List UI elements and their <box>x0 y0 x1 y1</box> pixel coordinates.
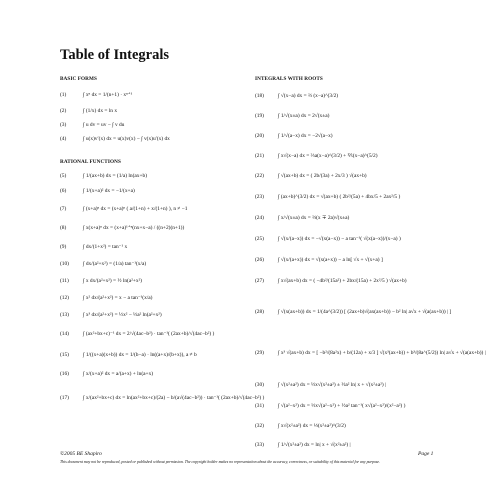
formula-number: (22) <box>255 173 264 180</box>
formula-expression: ∫ u(x)v′(x) dx = u(x)v(x) − ∫ v(x)u′(x) dx <box>83 136 170 143</box>
page-number: Page 1 <box>418 451 434 457</box>
formula-expression: ∫ x³ √(ax+b) dx = [ −b²/(8a²x) + b/(12a) + x/3 ] √(x³(ax+b)) + b³/(8a^(5/2)) ln| a√x + √(a(ax+b)) | <box>278 350 486 357</box>
section-heading: RATIONAL FUNCTIONS <box>60 159 121 165</box>
formula-number: (12) <box>60 294 69 301</box>
formula-expression: ∫ √(x(ax+b)) dx = 1/(4a^(3/2)) [ (2ax+b)√(ax(ax+b)) − b² ln| a√x + √(a(ax+b)) | ] <box>278 308 452 315</box>
formula-expression: ∫ √(x²±a²) dx = ½x√(x²±a²) ± ½a² ln| x + √(x²±a²) | <box>278 381 387 388</box>
formula-row <box>255 292 455 333</box>
formula-number: (33) <box>255 441 264 448</box>
formula-row <box>60 200 250 219</box>
formula-number: (29) <box>255 350 264 357</box>
formula-number: (26) <box>255 256 264 263</box>
formula-row <box>60 105 250 119</box>
formula-expression: ∫ 1/(ax+b) dx = (1/a) ln(ax+b) <box>83 173 148 180</box>
formula-row <box>60 273 250 290</box>
formula-row <box>255 147 455 167</box>
formula-expression: ∫ xⁿ dx = 1/(n+1) · xⁿ⁺¹ <box>83 92 133 99</box>
formula-number: (21) <box>255 153 264 160</box>
formula-row <box>60 346 250 366</box>
formula-number: (18) <box>255 93 264 100</box>
formula-number: (10) <box>60 260 69 267</box>
formula-number: (13) <box>60 311 69 318</box>
formula-expression: ∫ x/√(x±a) dx = ⅔(x ∓ 2a)√(x±a) <box>278 214 350 221</box>
formula-row <box>60 290 250 307</box>
formula-row <box>60 219 250 239</box>
section-heading: INTEGRALS WITH ROOTS <box>255 76 323 82</box>
formula-expression: ∫ (1/x) dx = ln x <box>83 108 118 115</box>
formula-number: (19) <box>255 113 264 120</box>
formula-expression: ∫ (ax+b)^(3/2) dx = √(ax+b) ( 2b²/(5a) + 4bx/5 + 2ax²/5 ) <box>278 193 401 200</box>
formula-expression: ∫ (x+a)ⁿ dx = (x+a)ⁿ ( a/(1+n) + x/(1+n) ), n ≠ −1 <box>83 205 188 212</box>
formula-row <box>255 333 486 375</box>
page-title: Table of Integrals <box>60 47 170 63</box>
formula-number: (6) <box>60 188 67 195</box>
formula-row <box>255 87 455 107</box>
formula-row <box>255 396 455 417</box>
formula-row <box>255 229 455 250</box>
formula-expression: ∫ 1/(x+a)² dx = −1/(x+a) <box>83 188 135 195</box>
formula-expression: ∫ x(x+a)ⁿ dx = (x+a)¹⁺ⁿ(nx+x−a) / ((n+2)(n+1)) <box>83 225 185 232</box>
formula-number: (24) <box>255 214 264 221</box>
formula-row <box>255 127 455 147</box>
formula-number: (11) <box>60 277 69 284</box>
formula-number: (17) <box>60 395 69 402</box>
formula-number: (30) <box>255 381 264 388</box>
formula-expression: ∫ √(x/(a−x)) dx = −√(x(a−x)) − a tan⁻¹( √(x(a−x))/(x−a) ) <box>278 235 401 242</box>
formula-number: (7) <box>60 205 67 212</box>
formula-expression: ∫ 1/((x+a)(x+b)) dx = 1/(b−a) · ln((a+x)/(b+x)), a ≠ b <box>83 352 197 359</box>
formula-number: (3) <box>60 122 67 129</box>
formula-number: (5) <box>60 173 67 180</box>
formula-expression: ∫ √(a²−x²) dx = ½x√(a²−x²) + ½a² tan⁻¹( x√(a²−x²)/(x²−a²) ) <box>278 402 406 409</box>
formula-number: (4) <box>60 136 67 143</box>
formula-row <box>255 107 455 127</box>
copyright-text: ©2005 BE Shapiro <box>60 451 102 457</box>
formula-row <box>255 208 455 229</box>
formula-number: (14) <box>60 331 69 338</box>
formula-number: (28) <box>255 308 264 315</box>
formula-expression: ∫ x√(x−a) dx = ⅔a(x−a)^(3/2) + ⅖(x−a)^(5/2) <box>278 153 378 160</box>
formula-expression: ∫ (ax²+bx+c)⁻¹ dx = 2/√(4ac−b²) · tan⁻¹( (2ax+b)/√(4ac−b²) ) <box>83 331 215 338</box>
formula-number: (32) <box>255 422 264 429</box>
formula-row <box>255 271 455 292</box>
right-column <box>255 76 486 455</box>
formula-expression: ∫ x² dx/(a²+x²) = x − a tan⁻¹(x/a) <box>83 294 153 301</box>
formula-number: (8) <box>60 225 67 232</box>
formula-number: (25) <box>255 235 264 242</box>
formula-row <box>255 250 455 271</box>
formula-row <box>255 417 455 436</box>
formula-number: (2) <box>60 108 67 115</box>
formula-row <box>60 133 250 147</box>
formula-expression: ∫ dx/(a²+x²) = (1/a) tan⁻¹(x/a) <box>83 260 147 267</box>
formula-number: (9) <box>60 243 67 250</box>
formula-expression: ∫ dx/(1+x²) = tan⁻¹ x <box>83 243 128 250</box>
formula-expression: ∫ x dx/(a²+x²) = ½ ln(a²+x²) <box>83 277 142 284</box>
formula-expression: ∫ √(x−a) dx = ⅔ (x−a)^(3/2) <box>278 93 339 100</box>
formula-row <box>60 307 250 324</box>
formula-expression: ∫ u dv = uv − ∫ v du <box>83 122 125 129</box>
formula-row <box>60 366 250 384</box>
formula-row <box>60 239 250 256</box>
formula-row <box>60 170 250 184</box>
section-heading: BASIC FORMS <box>60 76 97 82</box>
formula-expression: ∫ √(ax+b) dx = ( 2b/(3a) + 2x/3 ) √(ax+b) <box>278 173 367 180</box>
formula-number: (15) <box>60 352 69 359</box>
formula-row <box>60 87 250 105</box>
formula-expression: ∫ 1/√(x±a) dx = 2√(x±a) <box>278 113 330 120</box>
formula-row <box>255 167 455 187</box>
formula-expression: ∫ x/(ax²+bx+c) dx = ln(ax²+bx+c)/(2a) − b/(a√(4ac−b²)) · tan⁻¹( (2ax+b)/√(4ac−b²) ) <box>83 395 265 402</box>
formula-row <box>60 324 250 346</box>
formula-number: (1) <box>60 92 67 99</box>
formula-expression: ∫ x³ dx/(a²+x²) = ½x² − ½a² ln(a²+x²) <box>83 311 162 318</box>
formula-row <box>60 184 250 200</box>
formula-row <box>255 187 455 208</box>
formula-expression: ∫ 1/√(a−x) dx = −2√(a−x) <box>278 133 333 140</box>
formula-row <box>60 119 250 133</box>
formula-number: (16) <box>60 371 69 378</box>
formula-row <box>60 256 250 273</box>
formula-number: (20) <box>255 133 264 140</box>
formula-expression: ∫ x/(x+a)² dx = a/(a+x) + ln(a+x) <box>83 371 154 378</box>
formula-expression: ∫ 1/√(x²±a²) dx = ln| x + √(x²±a²) | <box>278 441 351 448</box>
formula-number: (31) <box>255 402 264 409</box>
formula-row <box>255 375 455 396</box>
formula-number: (27) <box>255 277 264 284</box>
formula-expression: ∫ √(x/(a+x)) dx = √(x(a+x)) − a ln[ √x + √(x+a) ] <box>278 256 383 263</box>
formula-number: (23) <box>255 193 264 200</box>
formula-expression: ∫ x√(x²±a²) dx = ⅓(x²±a²)^(3/2) <box>278 422 346 429</box>
copyright-notice: This document may not be reproduced, posted or published without permission. The copyright holder makes no representation about the accuracy, correctness, or suitability of this material for any purpose. <box>60 460 381 464</box>
formula-expression: ∫ x√(ax+b) dx = ( −4b²/(15a²) + 2bx/(15a) + 2x²/5 ) √(ax+b) <box>278 277 407 284</box>
